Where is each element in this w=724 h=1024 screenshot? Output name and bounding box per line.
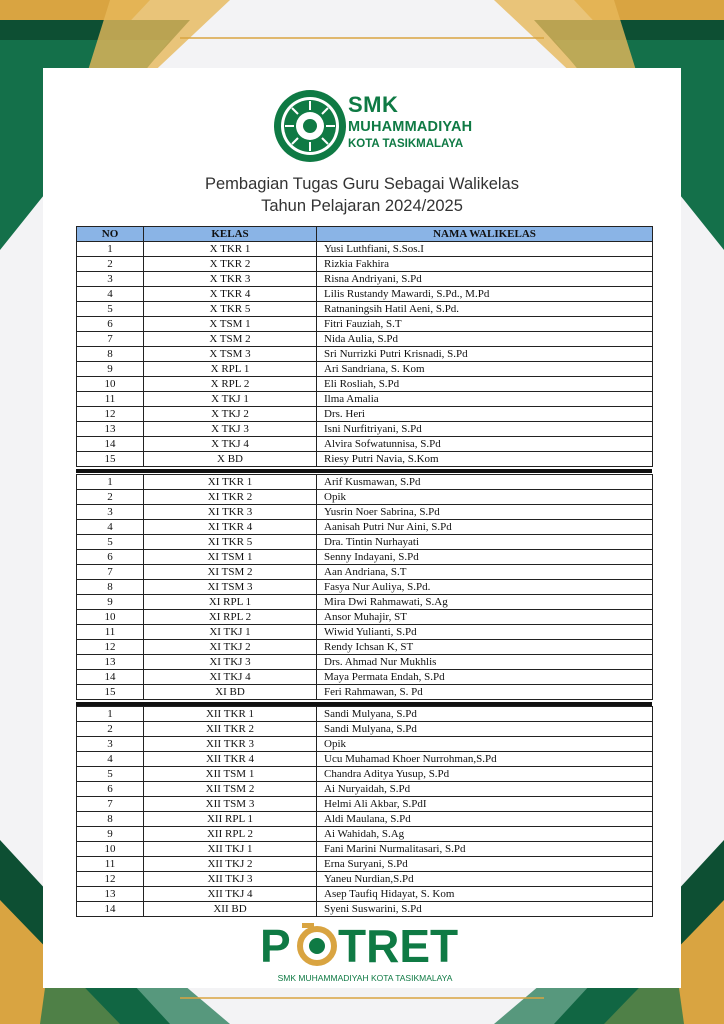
table-row [77, 257, 653, 272]
cell-nama-walikelas: Isni Nurfitriyani, S.Pd [317, 422, 653, 437]
cell-kelas: X RPL 1 [144, 362, 317, 377]
table-row [77, 242, 653, 257]
cell-kelas: XI RPL 1 [144, 595, 317, 610]
table-row [77, 797, 653, 812]
cell-kelas: X TSM 1 [144, 317, 317, 332]
page-title: Pembagian Tugas Guru Sebagai Walikelas [205, 175, 519, 193]
cell-kelas: XII TKJ 3 [144, 872, 317, 887]
table-row [77, 490, 653, 505]
cell-no: 11 [77, 857, 144, 872]
header-kelas: KELAS [144, 227, 317, 242]
cell-no: 4 [77, 520, 144, 535]
footer-brand [250, 918, 480, 988]
cell-nama-walikelas: Wiwid Yulianti, S.Pd [317, 625, 653, 640]
cell-kelas: X TKR 2 [144, 257, 317, 272]
cell-kelas: XI TKJ 2 [144, 640, 317, 655]
muhammadiyah-seal-icon [272, 88, 348, 164]
cell-kelas: XII TKR 2 [144, 722, 317, 737]
table-row [77, 737, 653, 752]
table-row [77, 670, 653, 685]
cell-nama-walikelas: Fani Marini Nurmalitasari, S.Pd [317, 842, 653, 857]
cell-kelas: XI TKJ 4 [144, 670, 317, 685]
table-row [77, 392, 653, 407]
cell-no: 1 [77, 242, 144, 257]
cell-no: 13 [77, 887, 144, 902]
table-row [77, 302, 653, 317]
cell-no: 14 [77, 902, 144, 917]
cell-nama-walikelas: Lilis Rustandy Mawardi, S.Pd., M.Pd [317, 287, 653, 302]
cell-kelas: XII TKJ 2 [144, 857, 317, 872]
cell-nama-walikelas: Arif Kusmawan, S.Pd [317, 475, 653, 490]
cell-nama-walikelas: Ai Wahidah, S.Ag [317, 827, 653, 842]
cell-no: 6 [77, 317, 144, 332]
table-row [77, 842, 653, 857]
cell-kelas: XI TSM 2 [144, 565, 317, 580]
table-row [77, 505, 653, 520]
cell-no: 8 [77, 812, 144, 827]
cell-kelas: XII BD [144, 902, 317, 917]
cell-nama-walikelas: Aldi Maulana, S.Pd [317, 812, 653, 827]
cell-no: 6 [77, 782, 144, 797]
cell-kelas: X TKR 4 [144, 287, 317, 302]
cell-no: 9 [77, 595, 144, 610]
cell-kelas: XII RPL 2 [144, 827, 317, 842]
cell-no: 9 [77, 362, 144, 377]
table-row [77, 565, 653, 580]
cell-kelas: X TKJ 1 [144, 392, 317, 407]
cell-no: 10 [77, 842, 144, 857]
cell-kelas: XII TKJ 1 [144, 842, 317, 857]
table-row [77, 317, 653, 332]
cell-no: 7 [77, 797, 144, 812]
header-no: NO [77, 227, 144, 242]
cell-kelas: XII TKJ 4 [144, 887, 317, 902]
cell-nama-walikelas: Maya Permata Endah, S.Pd [317, 670, 653, 685]
cell-no: 11 [77, 625, 144, 640]
cell-no: 15 [77, 685, 144, 700]
potret-logo [250, 918, 480, 968]
cell-no: 13 [77, 422, 144, 437]
cell-nama-walikelas: Aan Andriana, S.T [317, 565, 653, 580]
table-header-row [77, 227, 653, 242]
cell-no: 6 [77, 550, 144, 565]
header-nama-walikelas: NAMA WALIKELAS [317, 227, 653, 242]
cell-no: 1 [77, 475, 144, 490]
cell-kelas: XI RPL 2 [144, 610, 317, 625]
table-row [77, 407, 653, 422]
cell-no: 4 [77, 752, 144, 767]
cell-kelas: X TKJ 3 [144, 422, 317, 437]
cell-nama-walikelas: Sri Nurrizki Putri Krisnadi, S.Pd [317, 347, 653, 362]
cell-nama-walikelas: Ansor Muhajir, ST [317, 610, 653, 625]
table-row [77, 347, 653, 362]
cell-nama-walikelas: Risna Andriyani, S.Pd [317, 272, 653, 287]
cell-no: 12 [77, 407, 144, 422]
table-row [77, 782, 653, 797]
cell-nama-walikelas: Helmi Ali Akbar, S.PdI [317, 797, 653, 812]
cell-kelas: XI TKJ 1 [144, 625, 317, 640]
cell-no: 11 [77, 392, 144, 407]
cell-nama-walikelas: Fitri Fauziah, S.T [317, 317, 653, 332]
table-row [77, 752, 653, 767]
cell-nama-walikelas: Ilma Amalia [317, 392, 653, 407]
table-row [77, 362, 653, 377]
cell-no: 9 [77, 827, 144, 842]
table-row [77, 437, 653, 452]
table-row [77, 610, 653, 625]
cell-nama-walikelas: Aanisah Putri Nur Aini, S.Pd [317, 520, 653, 535]
cell-nama-walikelas: Ai Nuryaidah, S.Pd [317, 782, 653, 797]
cell-no: 10 [77, 610, 144, 625]
cell-nama-walikelas: Syeni Suswarini, S.Pd [317, 902, 653, 917]
cell-no: 13 [77, 655, 144, 670]
cell-no: 5 [77, 535, 144, 550]
table-row [77, 580, 653, 595]
cell-no: 2 [77, 257, 144, 272]
cell-no: 15 [77, 452, 144, 467]
cell-kelas: XII RPL 1 [144, 812, 317, 827]
table-row [77, 767, 653, 782]
table-row [77, 887, 653, 902]
table-row [77, 550, 653, 565]
cell-nama-walikelas: Dra. Tintin Nurhayati [317, 535, 653, 550]
cell-no: 5 [77, 767, 144, 782]
table-row [77, 707, 653, 722]
cell-no: 10 [77, 377, 144, 392]
cell-nama-walikelas: Alvira Sofwatunnisa, S.Pd [317, 437, 653, 452]
table-row [77, 377, 653, 392]
table-row [77, 595, 653, 610]
cell-kelas: XI TKR 4 [144, 520, 317, 535]
cell-nama-walikelas: Ucu Muhamad Khoer Nurrohman,S.Pd [317, 752, 653, 767]
school-logo [272, 88, 502, 166]
cell-no: 2 [77, 722, 144, 737]
cell-kelas: X TKJ 2 [144, 407, 317, 422]
cell-nama-walikelas: Opik [317, 737, 653, 752]
cell-no: 14 [77, 437, 144, 452]
cell-kelas: X RPL 2 [144, 377, 317, 392]
cell-kelas: X TKR 3 [144, 272, 317, 287]
cell-kelas: X TKR 5 [144, 302, 317, 317]
cell-nama-walikelas: Rizkia Fakhira [317, 257, 653, 272]
table-row [77, 722, 653, 737]
cell-nama-walikelas: Yusrin Noer Sabrina, S.Pd [317, 505, 653, 520]
cell-nama-walikelas: Yaneu Nurdian,S.Pd [317, 872, 653, 887]
cell-no: 3 [77, 272, 144, 287]
cell-nama-walikelas: Sandi Mulyana, S.Pd [317, 722, 653, 737]
cell-kelas: XI TKR 5 [144, 535, 317, 550]
table-row [77, 902, 653, 917]
cell-no: 1 [77, 707, 144, 722]
table-row [77, 272, 653, 287]
cell-nama-walikelas: Riesy Putri Navia, S.Kom [317, 452, 653, 467]
cell-kelas: XI TSM 1 [144, 550, 317, 565]
footer-subtitle: SMK MUHAMMADIYAH KOTA TASIKMALAYA [277, 973, 453, 983]
cell-no: 5 [77, 302, 144, 317]
cell-nama-walikelas: Senny Indayani, S.Pd [317, 550, 653, 565]
table-row [77, 475, 653, 490]
table-row [77, 332, 653, 347]
table-row [77, 625, 653, 640]
cell-kelas: X BD [144, 452, 317, 467]
table-row [77, 872, 653, 887]
cell-kelas: X TKR 1 [144, 242, 317, 257]
cell-no: 4 [77, 287, 144, 302]
table-row [77, 452, 653, 467]
table-row [77, 827, 653, 842]
cell-no: 7 [77, 332, 144, 347]
page-subtitle: Tahun Pelajaran 2024/2025 [261, 197, 463, 215]
cell-nama-walikelas: Sandi Mulyana, S.Pd [317, 707, 653, 722]
cell-no: 3 [77, 505, 144, 520]
cell-no: 7 [77, 565, 144, 580]
cell-nama-walikelas: Asep Taufiq Hidayat, S. Kom [317, 887, 653, 902]
cell-no: 14 [77, 670, 144, 685]
cell-kelas: X TSM 2 [144, 332, 317, 347]
cell-kelas: XII TSM 2 [144, 782, 317, 797]
cell-no: 8 [77, 580, 144, 595]
potret-p: P [260, 920, 291, 968]
cell-nama-walikelas: Ratnaningsih Hatil Aeni, S.Pd. [317, 302, 653, 317]
cell-no: 2 [77, 490, 144, 505]
cell-nama-walikelas: Rendy Ichsan K, ST [317, 640, 653, 655]
cell-kelas: XI BD [144, 685, 317, 700]
school-name-line3: KOTA TASIKMALAYA [348, 137, 464, 150]
cell-kelas: X TKJ 4 [144, 437, 317, 452]
cell-kelas: XI TSM 3 [144, 580, 317, 595]
table-row [77, 685, 653, 700]
potret-rest: TRET [338, 920, 459, 968]
cell-kelas: XII TKR 1 [144, 707, 317, 722]
table-row [77, 640, 653, 655]
table-row [77, 655, 653, 670]
cell-nama-walikelas: Opik [317, 490, 653, 505]
cell-nama-walikelas: Eli Rosliah, S.Pd [317, 377, 653, 392]
school-name [348, 94, 472, 150]
cell-nama-walikelas: Mira Dwi Rahmawati, S.Ag [317, 595, 653, 610]
school-name-line2: MUHAMMADIYAH [348, 119, 473, 135]
cell-kelas: XI TKJ 3 [144, 655, 317, 670]
cell-kelas: XI TKR 2 [144, 490, 317, 505]
cell-kelas: XI TKR 1 [144, 475, 317, 490]
cell-kelas: XII TKR 3 [144, 737, 317, 752]
table-row [77, 812, 653, 827]
walikelas-table-xii [76, 706, 653, 917]
group-separator [76, 469, 652, 473]
cell-nama-walikelas: Fasya Nur Auliya, S.Pd. [317, 580, 653, 595]
cell-kelas: X TSM 3 [144, 347, 317, 362]
cell-nama-walikelas: Yusi Luthfiani, S.Sos.I [317, 242, 653, 257]
walikelas-table-x [76, 226, 653, 467]
cell-nama-walikelas: Erna Suryani, S.Pd [317, 857, 653, 872]
cell-nama-walikelas: Feri Rahmawan, S. Pd [317, 685, 653, 700]
cell-nama-walikelas: Ari Sandriana, S. Kom [317, 362, 653, 377]
table-row [77, 287, 653, 302]
cell-kelas: XI TKR 3 [144, 505, 317, 520]
table-row [77, 535, 653, 550]
cell-nama-walikelas: Chandra Aditya Yusup, S.Pd [317, 767, 653, 782]
cell-no: 12 [77, 640, 144, 655]
cell-nama-walikelas: Drs. Ahmad Nur Mukhlis [317, 655, 653, 670]
school-name-line1: SMK [348, 92, 399, 117]
cell-kelas: XII TSM 3 [144, 797, 317, 812]
walikelas-table-xi [76, 474, 653, 700]
cell-kelas: XII TSM 1 [144, 767, 317, 782]
cell-no: 8 [77, 347, 144, 362]
cell-nama-walikelas: Drs. Heri [317, 407, 653, 422]
table-row [77, 520, 653, 535]
table-row [77, 422, 653, 437]
cell-no: 12 [77, 872, 144, 887]
camera-icon [300, 923, 334, 963]
table-row [77, 857, 653, 872]
cell-no: 3 [77, 737, 144, 752]
cell-nama-walikelas: Nida Aulia, S.Pd [317, 332, 653, 347]
cell-kelas: XII TKR 4 [144, 752, 317, 767]
